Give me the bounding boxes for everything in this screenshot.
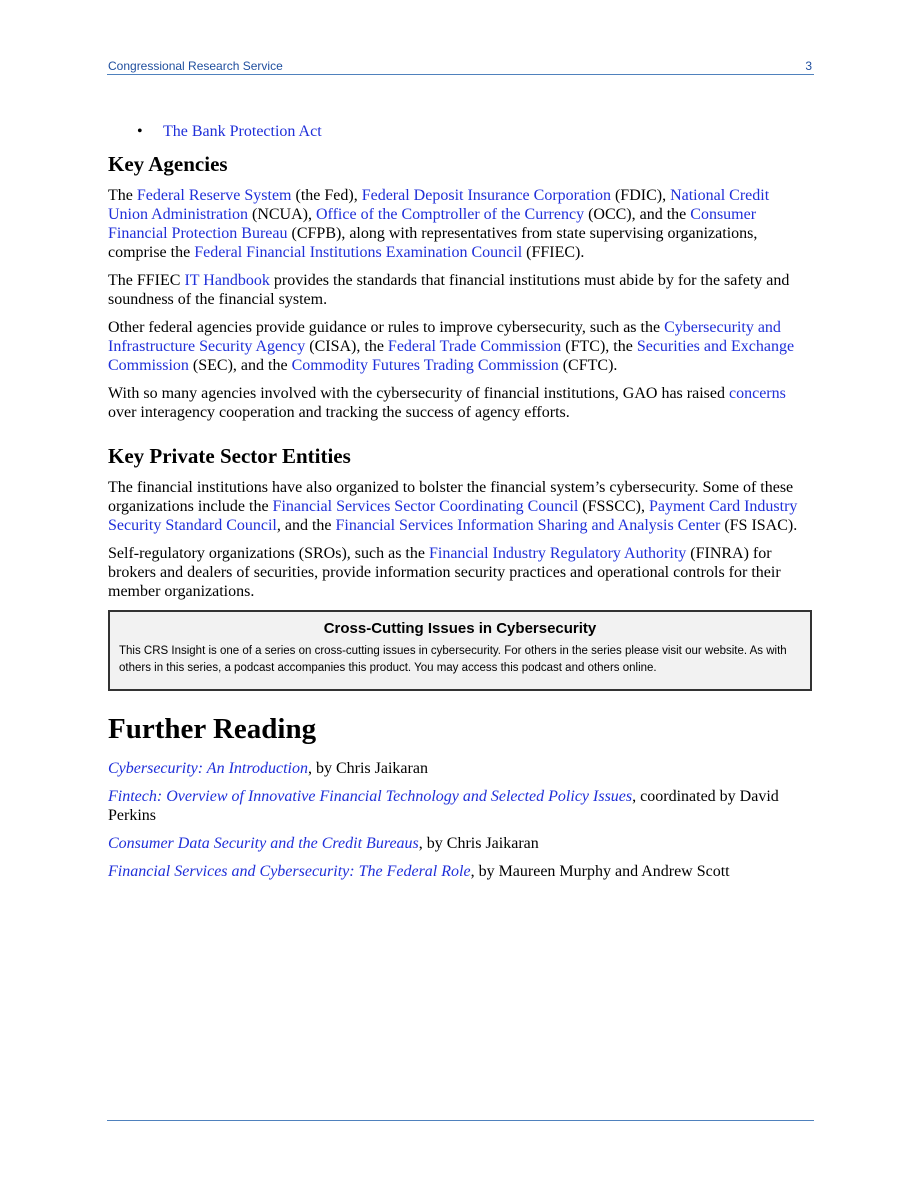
text: Other federal agencies provide guidance or rules to improve cybersecurity, such as the bbox=[108, 319, 665, 336]
text: (FS ISAC). bbox=[720, 517, 798, 534]
link-fsscc[interactable]: Financial Services Sector Coordinating Council bbox=[272, 498, 579, 515]
link-fs-isac[interactable]: Financial Services Information Sharing and Analysis Center bbox=[335, 517, 721, 534]
callout-box bbox=[108, 610, 812, 691]
link-concerns[interactable]: concerns bbox=[728, 385, 786, 402]
text: The FFIEC bbox=[108, 272, 185, 289]
text: (FTC), the bbox=[561, 338, 637, 355]
link-reading-title[interactable]: Financial Services and Cybersecurity: The Federal Role bbox=[108, 863, 471, 880]
text: (CISA), the bbox=[305, 338, 388, 355]
text: (FINRA) for brokers and dealers of securities, provide information security practices and operational controls for their member organizations. bbox=[108, 545, 781, 600]
page-content bbox=[108, 122, 812, 890]
link-federal-reserve[interactable]: Federal Reserve System bbox=[136, 187, 292, 204]
text: (the Fed), bbox=[291, 187, 362, 204]
link-reading-title[interactable]: Fintech: Overview of Innovative Financial Technology and Selected Policy Issues bbox=[108, 788, 633, 805]
link-finra[interactable]: Financial Industry Regulatory Authority bbox=[428, 545, 687, 562]
link-ncua[interactable]: National Credit Union Administration bbox=[108, 187, 770, 223]
link-pci-council[interactable]: Payment Card Industry Security Standard Council bbox=[108, 498, 798, 534]
reading-author: , by Chris Jaikaran bbox=[307, 760, 428, 777]
text: (CFTC). bbox=[558, 357, 618, 374]
callout-body: This CRS Insight is one of a series on cross-cutting issues in cybersecurity. For others in the series please visit our website. As with others in this series, a podcast accompanies this product. You may access this podcast and others online. bbox=[119, 645, 787, 674]
text: (OCC), and the bbox=[584, 206, 691, 223]
text: (FDIC), bbox=[610, 187, 671, 204]
link-fdic[interactable]: Federal Deposit Insurance Corporation bbox=[361, 187, 611, 204]
running-header bbox=[107, 58, 814, 75]
paragraph-agencies-3 bbox=[108, 318, 812, 375]
text: With so many agencies involved with the cybersecurity of financial institutions, GAO has raised bbox=[108, 385, 729, 402]
link-ftc[interactable]: Federal Trade Commission bbox=[387, 338, 562, 355]
text: (NCUA), bbox=[248, 206, 316, 223]
reading-author: , by Maureen Murphy and Andrew Scott bbox=[470, 863, 730, 880]
paragraph-agencies-2 bbox=[108, 271, 812, 309]
list-item bbox=[108, 787, 812, 825]
link-occ[interactable]: Office of the Comptroller of the Currency bbox=[316, 206, 585, 223]
callout-title: Cross-Cutting Issues in Cybersecurity bbox=[323, 620, 597, 637]
text: The bbox=[108, 187, 137, 204]
text: Self-regulatory organizations (SROs), such as the bbox=[108, 545, 429, 562]
text: (FFIEC). bbox=[522, 244, 585, 261]
link-cftc[interactable]: Commodity Futures Trading Commission bbox=[291, 357, 559, 374]
paragraph-private-1 bbox=[108, 478, 812, 535]
paragraph-agencies-1 bbox=[108, 186, 812, 262]
heading-key-agencies: Key Agencies bbox=[108, 152, 228, 176]
list-item bbox=[108, 759, 812, 778]
link-reading-title[interactable]: Cybersecurity: An Introduction bbox=[108, 760, 308, 777]
link-cisa[interactable]: Cybersecurity and Infrastructure Security Agency bbox=[108, 319, 781, 355]
link-reading-title[interactable]: Consumer Data Security and the Credit Bureaus bbox=[108, 835, 419, 852]
link-sec[interactable]: Securities and Exchange Commission bbox=[108, 338, 795, 374]
paragraph-agencies-4 bbox=[108, 384, 812, 422]
text: over interagency cooperation and tracking the success of agency efforts. bbox=[108, 404, 570, 421]
link-it-handbook[interactable]: IT Handbook bbox=[184, 272, 270, 289]
header-title: Congressional Research Service bbox=[108, 59, 283, 73]
heading-key-private-sector: Key Private Sector Entities bbox=[108, 444, 351, 468]
text: (FSSCC), bbox=[578, 498, 649, 515]
list-item bbox=[108, 122, 812, 141]
link-bank-protection-act[interactable]: The Bank Protection Act bbox=[163, 123, 322, 140]
list-item bbox=[108, 862, 812, 881]
reading-author: , by Chris Jaikaran bbox=[418, 835, 539, 852]
bullet-list bbox=[108, 122, 812, 141]
bullet-icon: • bbox=[137, 123, 143, 140]
text: , and the bbox=[276, 517, 336, 534]
text: (CFPB), along with representatives from state supervising organizations, comprise the bbox=[108, 225, 758, 261]
reading-author: , coordinated by David Perkins bbox=[108, 788, 779, 824]
further-reading-list bbox=[108, 759, 812, 881]
link-ffiec[interactable]: Federal Financial Institutions Examination Council bbox=[194, 244, 523, 261]
footer-divider bbox=[107, 1120, 814, 1121]
paragraph-private-2 bbox=[108, 544, 812, 601]
page-number: 3 bbox=[805, 59, 812, 73]
text: The financial institutions have also organized to bolster the financial system’s cybersecurity. Some of these organizations include the bbox=[108, 479, 794, 515]
text: provides the standards that financial institutions must abide by for the safety and soundness of the financial system. bbox=[108, 272, 790, 308]
text: (SEC), and the bbox=[188, 357, 292, 374]
link-cfpb[interactable]: Consumer Financial Protection Bureau bbox=[108, 206, 757, 242]
heading-further-reading: Further Reading bbox=[108, 713, 317, 745]
list-item bbox=[108, 834, 812, 853]
